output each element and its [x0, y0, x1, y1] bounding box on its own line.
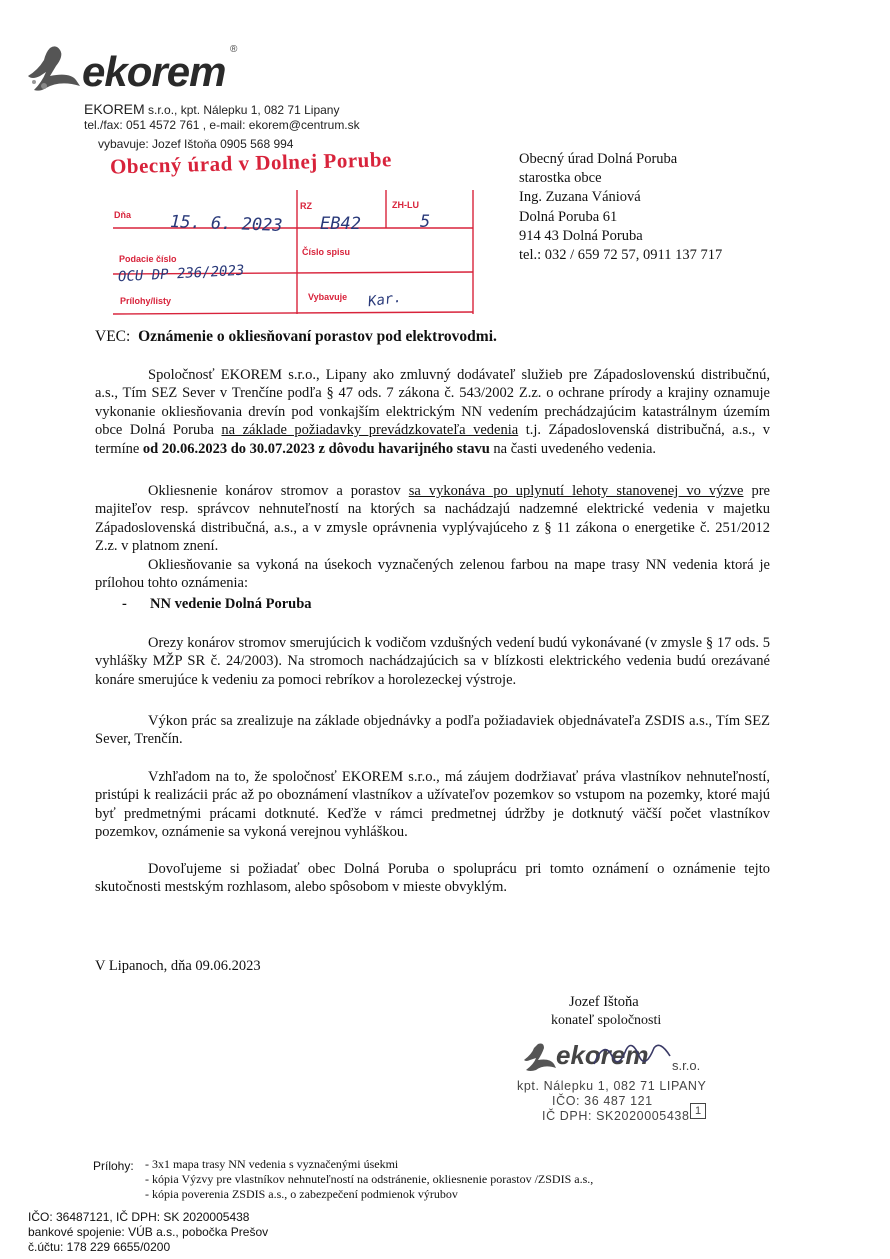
body-paragraph-4: Orezy konárov stromov smerujúcich k vodičom vzdušných vedení budú vykonávané (v zmysle § 17 ods. 5 vyhlášky MŽP SR č. 24/2003). Na stromoch nachádzajúcich sa v blízkosti elektrického vedenia budú orezávané konáre smerujúce k vedeniu za pomoci rebríkov a horolezeckej výstroje. [95, 635, 770, 688]
stamp-suffix: s.r.o. [672, 1058, 701, 1073]
company-handler-line: vybavuje: Jozef Ištoňa 0905 568 994 [98, 137, 294, 151]
stamp-attachments-label: Prílohy/listy [120, 296, 172, 306]
company-contact-line: tel./fax: 051 4572 761 , e-mail: ekorem@centrum.sk [84, 118, 360, 132]
p1-text-c: na časti uvedeného vedenia. [489, 440, 657, 457]
footer-account: č.účtu: 178 229 6655/0200 [28, 1240, 171, 1254]
company-address: s.r.o., kpt. Nálepku 1, 082 71 Lipany [144, 103, 340, 117]
attachment-item-2: - kópia Výzvy pre vlastníkov nehnuteľností na odstránenie, okliesnenie porastov /ZSDIS a.s., [145, 1172, 594, 1186]
signature-graphic [590, 1036, 680, 1076]
p1-text-b: t.j. Západoslovenská distribučná, a.s., v termíne [95, 422, 770, 457]
p2-text-a: Okliesnenie konárov stromov a porastov [148, 483, 409, 499]
body-paragraph-6: Vzhľadom na to, že spoločnosť EKOREM s.r.o., má záujem dodržiavať práva vlastníkov nehnuteľností, pristúpi k realizácii prác až po oboznámení vlastníkov a užívateľov pozemkov so vstupom na pozemky, ktoré majú byť predmetnými prácami dotknuté. Keďže v rámci predmetnej údržby je dotknutý väčší počet vlastníkov pozemkov, oznámenie sa vykoná verejnou vyhláškou. [95, 769, 770, 841]
body-paragraph-3: Okliesňovanie sa vykoná na úsekoch vyznačených zelenou farbou na mape trasy NN vedenia ktorá je prílohou tohto oznámenia: [95, 557, 770, 592]
recipient-line-4: Dolná Poruba 61 [519, 209, 618, 225]
attachment-item-3: - kópia poverenia ZSDIS a.s., o zabezpečení podmienok výrubov [145, 1187, 458, 1201]
p2-underline: sa vykonáva po uplynutí lehoty stanovenej vo výzve [408, 483, 744, 499]
p1-text-a: Spoločnosť EKOREM s.r.o., Lipany ako zmluvný dodávateľ služieb pre Západoslovenskú distribučnú, a.s., Tím SEZ Sever v Trenčíne podľa § 47 ods. 7 zákona č. 543/2002 Z.z. o ochrane prírody a krajiny oznamuje vykonanie okliesňovania drevín pod vonkajším elektrickým NN vedením prechádzajúcim katastrálnym územím obce Dolná Poruba [95, 367, 770, 439]
signer-name: Jozef Ištoňa [569, 994, 639, 1010]
company-name: EKOREM [84, 101, 145, 117]
stamp-logo-icon [520, 1040, 560, 1081]
recipient-line-3: Ing. Zuzana Vániová [519, 189, 641, 205]
stamp-ic-dph: IČ DPH: SK2020005438 [542, 1109, 690, 1123]
stamp-box-number: 1 [690, 1103, 706, 1119]
recipient-line-2: starostka obce [519, 170, 602, 186]
attachment-item-1: - 3x1 mapa trasy NN vedenia s vyznačenými úsekmi [145, 1157, 399, 1171]
body-paragraph-1 [95, 366, 770, 458]
subject-line [95, 328, 497, 346]
subject-text: Oznámenie o okliesňovaní porastov pod elektrovodmi. [138, 328, 497, 345]
stamp-rz-value: EB42 [320, 214, 361, 234]
p1-bold-dates: od 20.06.2023 do 30.07.2023 z dôvodu havarijného stavu [142, 440, 490, 457]
stamp-zh-label: ZH-LU [392, 200, 419, 210]
stamp-date-value: 15. 6. 2023 [169, 212, 283, 236]
stamp-file-label: Číslo spisu [302, 247, 351, 257]
body-paragraph-7: Dovoľujeme si požiadať obec Dolná Poruba o spoluprácu pri tomto oznámení o oznámenie tejto skutočnosti mestským rozhlasom, alebo spôsobom v mieste obvyklým. [95, 861, 770, 896]
body-paragraph-5: Výkon prác sa zrealizuje na základe objednávky a podľa požiadaviek objednávateľa ZSDIS a.s., Tím SEZ Sever, Trenčín. [95, 713, 770, 748]
signer-role: konateľ spoločnosti [551, 1013, 662, 1028]
registered-mark: ® [230, 44, 238, 55]
stamp-handled-value: Kar. [367, 289, 403, 311]
recipient-line-5: 914 43 Dolná Poruba [519, 228, 643, 244]
stamp-logo-text: ekorem [556, 1040, 649, 1070]
list-dash: - [122, 596, 127, 612]
p1-underline: na základe požiadavky prevádzkovateľa vedenia [221, 422, 519, 439]
stamp-ico: IČO: 36 487 121 [552, 1094, 653, 1108]
footer-bank: bankové spojenie: VÚB a.s., pobočka Prešov [28, 1225, 269, 1239]
company-name-line [84, 101, 339, 117]
stamp-filing-value: OCU DP 236/2023 [117, 262, 245, 286]
footer-ids: IČO: 36487121, IČ DPH: SK 2020005438 [28, 1210, 250, 1224]
subject-prefix: VEC: [95, 328, 131, 345]
company-logo-icon [20, 42, 86, 103]
stamp-zh-value: 5 [420, 212, 431, 232]
stamp-filing-label: Podacie číslo [119, 254, 177, 264]
stamp-rz-label: RZ [300, 201, 312, 211]
p2-text-b: pre majiteľov resp. správcov nehnuteľností na ktorých sa nachádzajú nadzemné elektrické vedenia v majetku Západoslovenská distribučná, a.s., a v zmysle oprávnenia vyplývajúceho z § 11 zákona o energetike č. 251/2012 Z.z. v platnom znení. [95, 483, 770, 555]
recipient-line-1: Obecný úrad Dolná Poruba [519, 151, 678, 167]
stamp-handled-label: Vybavuje [308, 292, 348, 302]
place-date: V Lipanoch, dňa 09.06.2023 [95, 958, 261, 974]
stamp-date-label: Dňa [114, 210, 132, 220]
registry-stamp-title: Obecný úrad v Dolnej Porube [109, 147, 393, 179]
body-paragraph-2 [95, 482, 770, 556]
stamp-address: kpt. Nálepku 1, 082 71 LIPANY [517, 1079, 707, 1093]
company-logo-text: ekorem [82, 48, 226, 95]
recipient-line-6: tel.: 032 / 659 72 57, 0911 137 717 [519, 247, 723, 263]
list-item-line: NN vedenie Dolná Poruba [150, 596, 312, 612]
attachments-label: Prílohy: [93, 1159, 134, 1173]
